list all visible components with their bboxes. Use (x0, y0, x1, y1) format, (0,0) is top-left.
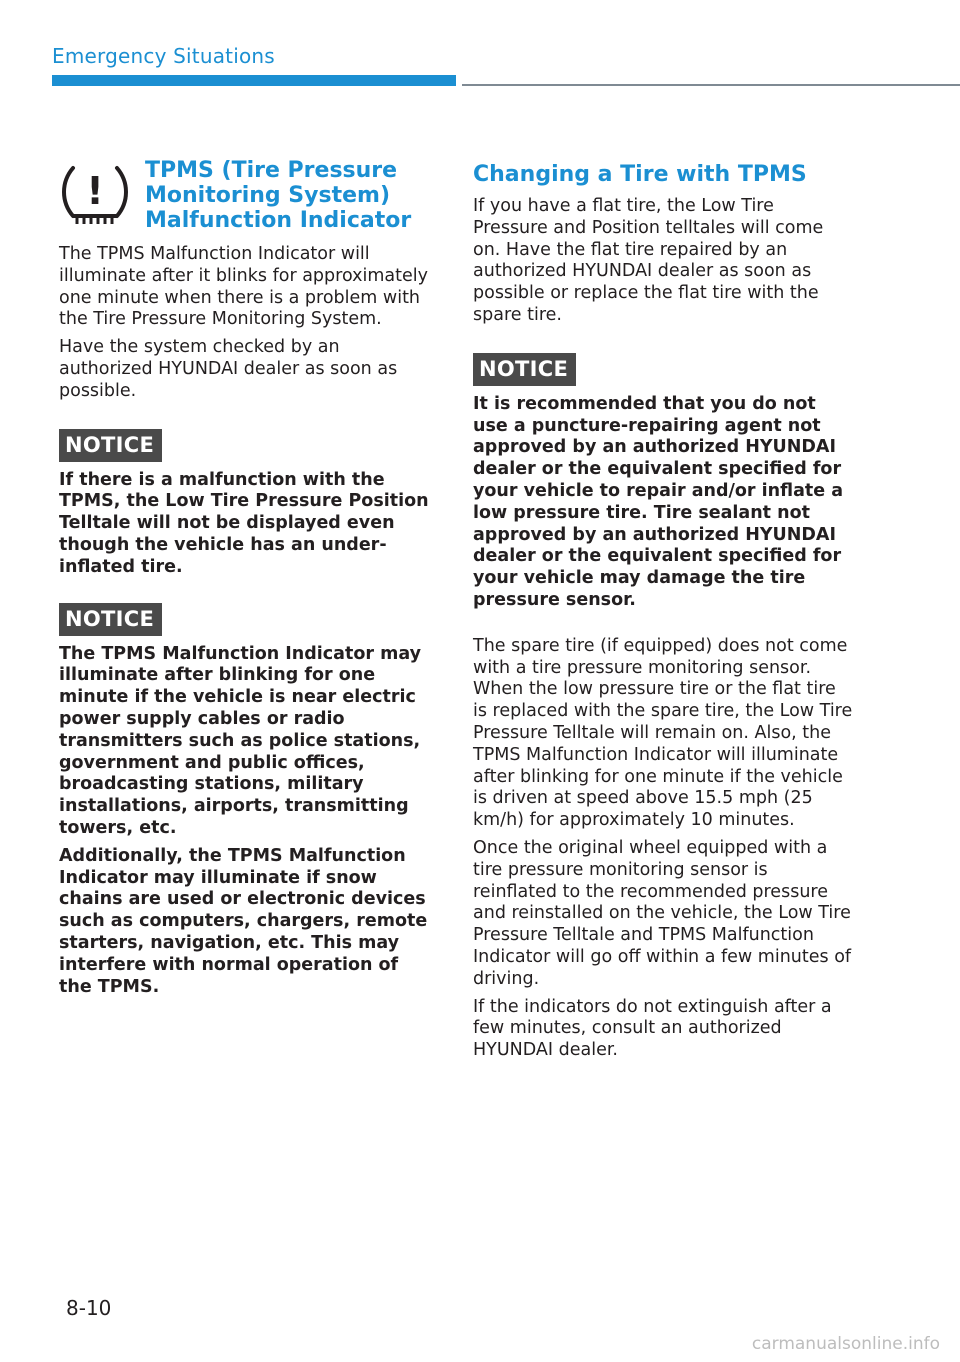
notice-text: It is recommended that you do not use a puncture-repairing agent not approved by an authorized HYUNDAI dealer or the equivalent specified for your vehicle to repair and/or inflate a low pressure tire. Tire sealant not approved by an authorized HYUNDAI dealer or the equivalent specified for your vehicle may damage the tire pressure sensor. (473, 393, 844, 610)
notice-block (59, 429, 431, 579)
watermark: carmanualsonline.info (751, 1334, 940, 1354)
indicator-glyph: ! (86, 169, 104, 213)
notice-badge: NOTICE (59, 429, 162, 462)
indicator-title-line: Monitoring System) (145, 183, 390, 208)
notice-block (59, 603, 431, 999)
paragraph: If the indicators do not extinguish after a few minutes, consult an authorized HYUNDAI dealer. (473, 996, 832, 1061)
paragraph: Have the system checked by an authorized HYUNDAI dealer as soon as possible. (59, 337, 398, 401)
header-accent-bar (52, 75, 456, 86)
indicator-title (145, 158, 435, 233)
paragraph: If you have a flat tire, the Low Tire Pressure and Position telltales will come on. Have the flat tire repaired by an authorized HYUNDAI dealer as soon as possible or replace the flat tire with the spare tire. (473, 196, 824, 325)
indicator-title-line: Malfunction Indicator (145, 208, 412, 233)
header-divider (462, 84, 960, 86)
notice-badge: NOTICE (59, 603, 162, 636)
notice-text: If there is a malfunction with the TPMS, the Low Tire Pressure Position Telltale will not be displayed even though the vehicle has an under-inflated tire. (59, 469, 429, 577)
notice-text: Additionally, the TPMS Malfunction Indicator may illuminate if snow chains are used or electronic devices such as computers, chargers, remote starters, navigation, etc. This may interfere with normal operation of the TPMS. (59, 845, 428, 997)
paragraph: The TPMS Malfunction Indicator will illuminate after it blinks for approximately one minute when there is a problem with the Tire Pressure Monitoring System. (59, 244, 428, 330)
notice-badge: NOTICE (473, 353, 576, 386)
section-heading: Changing a Tire with TPMS (473, 162, 807, 187)
notice-block (473, 353, 853, 612)
section-title: Emergency Situations (52, 44, 275, 68)
paragraph: Once the original wheel equipped with a tire pressure monitoring sensor is reinflated to the recommended pressure and reinstalled on the vehicle, the Low Tire Pressure Telltale and TPMS Malfunction Indicator will go off within a few minutes of driving. (473, 837, 852, 989)
paragraph: The spare tire (if equipped) does not come with a tire pressure monitoring sensor. When the low pressure tire or the flat tire is replaced with the spare tire, the Low Tire Pressure Telltale will remain on. Also, the TPMS Malfunction Indicator will illuminate after blinking for one minute if the vehicle is driven at speed above 15.5 mph (25 km/h) for approximately 10 minutes. (473, 635, 853, 831)
indicator-block (59, 158, 431, 238)
notice-text: The TPMS Malfunction Indicator may illuminate after blinking for one minute if the vehicle is near electric power supply cables or radio transmitters such as police stations, government and public offices, broadcasting stations, military installations, airports, transmitting towers, etc. (59, 643, 421, 838)
right-column (473, 158, 853, 1068)
tpms-malfunction-icon (59, 162, 131, 228)
indicator-title-line: TPMS (Tire Pressure (145, 158, 398, 183)
left-column (59, 158, 431, 1004)
page-number: 8-10 (66, 1296, 112, 1320)
